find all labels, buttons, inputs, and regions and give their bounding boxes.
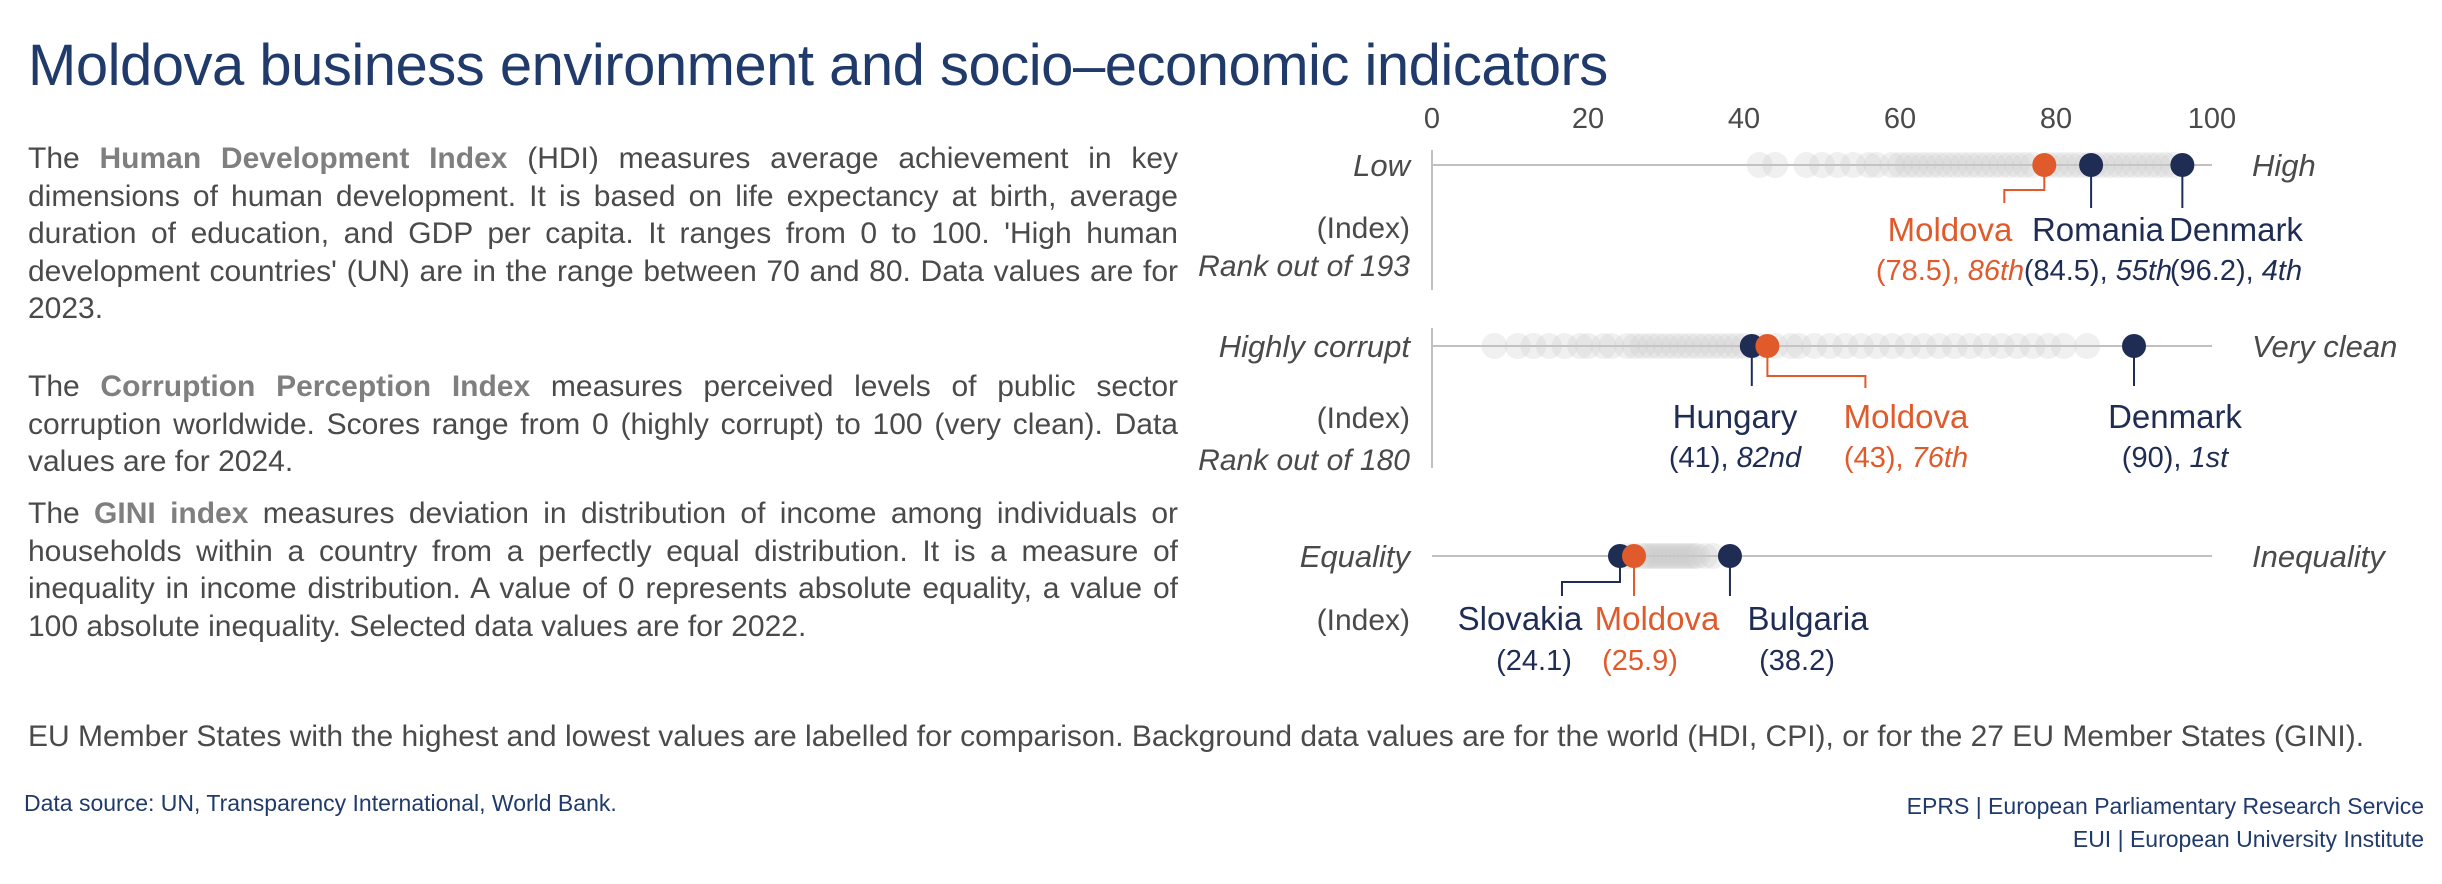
hdi-sub-label: Rank out of 193 — [1198, 250, 1410, 283]
hdi-value-denmark: (96.2), 4th — [2169, 255, 2303, 287]
hdi-label-moldova: Moldova — [1887, 211, 2013, 248]
gini-right-label: Inequality — [2252, 539, 2385, 574]
credits — [1907, 790, 2424, 856]
hdi-background-dot — [1762, 152, 1788, 178]
hdi-left-label: Low — [1353, 148, 1410, 183]
gini-dot-bulgaria — [1718, 544, 1742, 568]
hdi-value-romania: (84.5), 55th — [2023, 255, 2173, 287]
hdi-description-pre: The — [28, 142, 100, 175]
cpi-background-dot — [1481, 333, 1507, 359]
page-title: Moldova business environment and socio–economic indicators — [28, 33, 1608, 98]
data-source: Data source: UN, Transparency International, World Bank. — [24, 790, 617, 816]
gini-label-slovakia: Slovakia — [1457, 600, 1583, 637]
hdi-label-romania: Romania — [2031, 211, 2165, 248]
x-tick-label: 60 — [1883, 103, 1917, 135]
gini-value-moldova: (25.9) — [1602, 645, 1678, 677]
x-tick-label: 0 — [1423, 103, 1441, 135]
cpi-value-moldova: (43), 76th — [1843, 442, 1969, 474]
x-tick-label: 100 — [2187, 103, 2237, 135]
gini-value-slovakia: (24.1) — [1496, 645, 1572, 677]
cpi-description-pre: The — [28, 370, 101, 403]
cpi-left-label: Highly corrupt — [1218, 329, 1410, 364]
credits-eui: EUI | European University Institute — [2072, 826, 2424, 852]
x-tick-label: 20 — [1571, 103, 1605, 135]
cpi-label-moldova: Moldova — [1843, 398, 1969, 435]
cpi-value-denmark: (90), 1st — [2121, 442, 2229, 474]
cpi-label-denmark: Denmark — [2108, 398, 2242, 435]
hdi-value-moldova: (78.5), 86th — [1875, 255, 2025, 287]
x-tick-label: 40 — [1727, 103, 1761, 135]
hdi-label-denmark: Denmark — [2169, 211, 2303, 248]
cpi-description-text: measures perceived levels of public sector corruption worldwide. Scores range from 0 (highly corrupt) to 100 (very clean). Data values are for 2024. — [28, 370, 1179, 478]
cpi-description-term: Corruption Perception Index — [100, 370, 531, 403]
gini-dot-moldova — [1622, 544, 1646, 568]
cpi-sub-label: (Index) — [1316, 402, 1410, 435]
cpi-sub-label: Rank out of 180 — [1198, 444, 1410, 477]
cpi-dot-moldova — [1755, 334, 1779, 358]
cpi-background-dot — [2074, 333, 2100, 359]
hdi-dot-moldova — [2032, 153, 2056, 177]
hdi-description-text: (HDI) measures average achievement in key dimensions of human development. It is based on life expectancy at birth, average duration of education, and GDP per capita. It ranges from 0 to 100. 'High human development countries' (UN) are in the range between 70 and 80. Data values are for 2023. — [28, 142, 1179, 325]
gini-sub-label: (Index) — [1316, 604, 1410, 637]
gini-value-bulgaria: (38.2) — [1759, 645, 1835, 677]
hdi-sub-label: (Index) — [1316, 212, 1410, 245]
footnote: EU Member States with the highest and lowest values are labelled for comparison. Background data values are for the world (HDI, CPI), or for the 27 EU Member States (GINI). — [28, 720, 2365, 753]
gini-label-moldova: Moldova — [1594, 600, 1720, 637]
gini-description-pre: The — [28, 497, 95, 530]
hdi-description-term: Human Development Index — [99, 142, 508, 175]
cpi-label-hungary: Hungary — [1672, 398, 1798, 435]
credits-eprs: EPRS | European Parliamentary Research Service — [1906, 793, 2424, 819]
x-tick-label: 80 — [2039, 103, 2073, 135]
cpi-value-hungary: (41), 82nd — [1668, 442, 1802, 474]
gini-description-text: measures deviation in distribution of income among individuals or households within a country from a perfectly equal distribution. It is a measure of inequality in income distribution. A value of 0 represents absolute equality, a value of 100 absolute inequality. Selected data values are for 2022. — [28, 497, 1179, 643]
hdi-right-label: High — [2252, 148, 2316, 183]
gini-left-label: Equality — [1299, 539, 1410, 574]
gini-description-term: GINI index — [94, 497, 249, 530]
cpi-dot-denmark — [2122, 334, 2146, 358]
cpi-background-dot — [2051, 333, 2077, 359]
hdi-dot-romania — [2079, 153, 2103, 177]
hdi-dot-denmark — [2170, 153, 2194, 177]
cpi-right-label: Very clean — [2252, 329, 2398, 364]
gini-label-bulgaria: Bulgaria — [1747, 600, 1869, 637]
